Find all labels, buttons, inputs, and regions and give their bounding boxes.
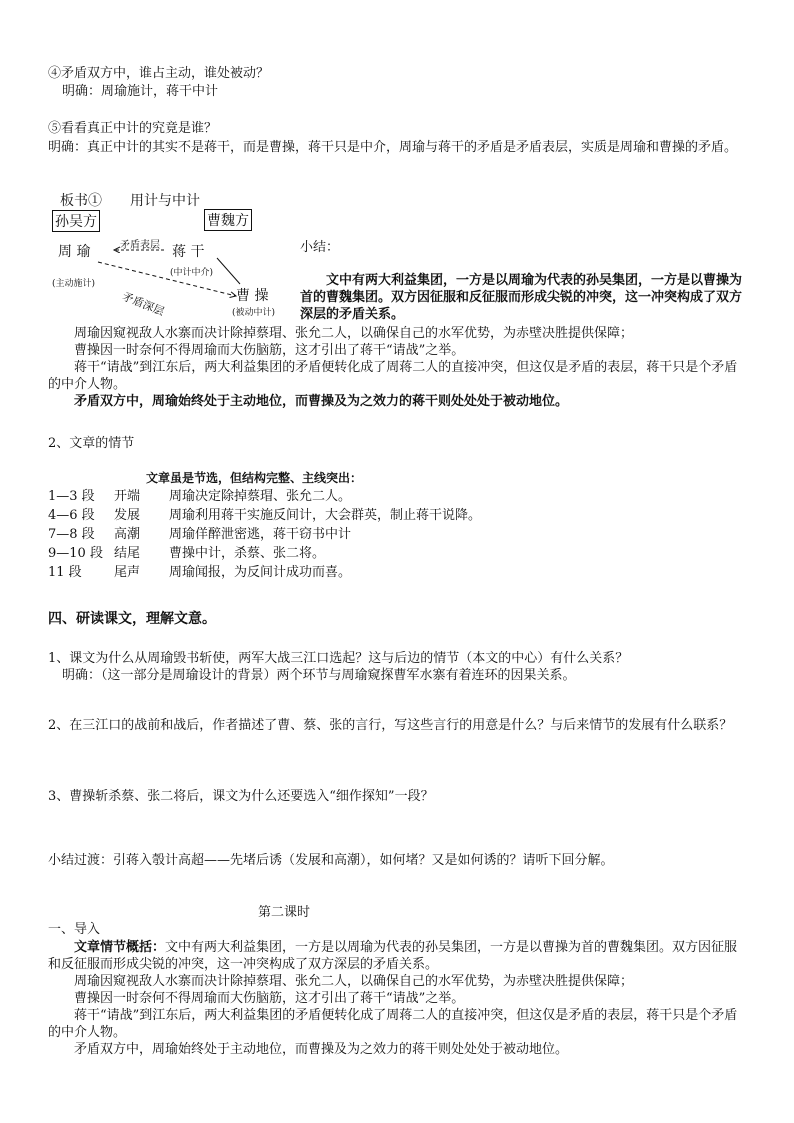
- plot-table: [48, 487, 481, 582]
- plot-row: 11 段 尾声 周瑜闻报，为反间计成功而喜。: [48, 565, 352, 580]
- question-4: ④矛盾双方中，谁占主动，谁处被动？: [48, 66, 270, 81]
- lesson2-intro-heading: 一、导入: [48, 922, 101, 937]
- summary-p1: 文中有两大利益集团，一方是以周瑜为代表的孙吴集团，一方是以曹操为首的曹魏集团。双方因征服和反征服而形成尖锐的冲突，这一冲突构成了双方深层的矛盾关系。: [300, 273, 743, 322]
- plot-row: 9—10 段 结尾 曹操中计，杀蔡、张二将。: [48, 546, 326, 561]
- board-jianggan-note: (中计中介): [170, 268, 214, 278]
- board-subtitle: 用计与中计: [130, 193, 200, 209]
- plot-row: 1—3 段 开端 周瑜决定除掉蔡瑁、张允二人。: [48, 489, 352, 504]
- jianggan-caocao-line: [217, 258, 240, 284]
- section4-q2: 2、在三江口的战前和战后，作者描述了曹、蔡、张的言行，写这些言行的用意是什么？与后来情节的发展有什么联系？: [48, 718, 733, 733]
- answer-4: 明确：周瑜施计，蒋干中计: [62, 84, 219, 99]
- board-deep-label: 矛盾深层: [120, 289, 167, 319]
- board-surface-label: 矛盾表层: [120, 240, 160, 251]
- board-caocao: 曹 操: [236, 288, 269, 304]
- section4-a1: 明确：（这一部分是周瑜设计的背景）两个环节与周瑜窥探曹军水寨有着连环的因果关系。: [62, 668, 576, 683]
- board-left-box: 孙吴方: [52, 210, 100, 232]
- section4-q3: 3、曹操斩杀蔡、张二将后，课文为什么还要选入“细作探知”一段？: [48, 789, 434, 804]
- deep-arrow: [98, 262, 236, 296]
- section4-q1: 1、课文为什么从周瑜毁书斩使，两军大战三江口选起？这与后边的情节（本文的中心）有什么关系？: [48, 651, 629, 666]
- section4-transition: 小结过渡：引蒋入彀计高超——先堵后诱（发展和高潮），如何堵？又是如何诱的？请听下回分解。: [48, 853, 614, 868]
- summary-body: 周瑜因窥视敌人水寨而决计除掉蔡瑁、张允二人，以确保自己的水军优势，为赤壁决胜提供保障； 曹操因一时奈何不得周瑜而大伤脑筋，这才引出了蒋干“请战”之举。 蒋干“请战”到江东后，两大利益集团的矛盾便转化成了周蒋二人的直接冲突，但这仅是矛盾的表层，蒋干只是个矛盾的中介人物。 矛盾双方中，周瑜始终处于主动地位，而曹操及为之效力的蒋干则处处处于被动地位。: [48, 326, 738, 409]
- board-title: 板书①: [60, 193, 102, 209]
- plot-row: 7—8 段 高潮 周瑜佯醉泄密逃，蒋干窃书中计: [48, 527, 352, 542]
- board-zhouyu: 周 瑜: [58, 244, 91, 260]
- plot-heading: 2、文章的情节: [48, 436, 135, 451]
- answer-5: 明确：真正中计的其实不是蒋干，而是曹操，蒋干只是中介，周瑜与蒋干的矛盾是矛盾表层，实质是周瑜和曹操的矛盾。: [48, 140, 738, 155]
- board-caocao-note: (被动中计): [232, 308, 276, 318]
- summary-label: 小结：: [300, 240, 340, 255]
- lesson2-title: 第二课时: [258, 905, 311, 920]
- board-zhouyu-note: (主动施计): [52, 279, 96, 289]
- lesson2-body: 文章情节概括：文中有两大利益集团，一方是以周瑜为代表的孙吴集团，一方是以曹操为首的曹魏集团。双方因征服和反征服而形成尖锐的冲突，这一冲突构成了双方深层的矛盾关系。 周瑜因窥视敌人水寨而决计除掉蔡瑁、张允二人，以确保自己的水军优势，为赤壁决胜提供保障； 曹操因一时奈何不得周瑜而大伤脑筋，这才引出了蒋干“请战”之举。 蒋干“请战”到江东后，两大利益集团的矛盾便转化成了周蒋二人的直接冲突，但这仅是矛盾的表层，蒋干只是个矛盾的中介人物。 矛盾双方中，周瑜始终处于主动地位，而曹操及为之效力的蒋干则处处处于被动地位。: [48, 940, 738, 1057]
- question-5: ⑤看看真正中计的究竟是谁？: [48, 121, 218, 136]
- section4-heading: 四、研读课文，理解文意。: [48, 611, 216, 627]
- board-jianggan: 蒋 干: [172, 244, 205, 260]
- plot-intro: 文章虽是节选，但结构完整、主线突出：: [146, 471, 363, 485]
- board-right-box: 曹魏方: [204, 209, 252, 231]
- plot-row: 4—6 段 发展 周瑜利用蒋干实施反间计，大会群英，制止蒋干说降。: [48, 508, 482, 523]
